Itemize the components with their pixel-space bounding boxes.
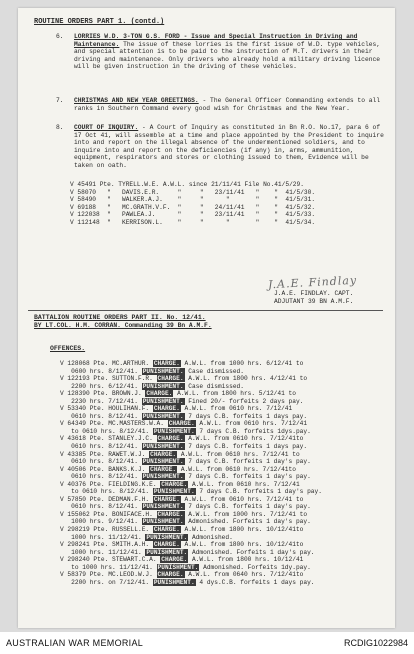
punishment-label: PUNISHMENT. [153,427,195,435]
charge-label: CHARGE. [168,420,195,428]
punishment-label: PUNISHMENT. [142,518,184,526]
charge-label: CHARGE. [150,450,177,458]
handwritten-signature: J.A.E. Findlay [267,273,358,292]
offence-line: V 53340 Pte. HOULIHAN.F. CHARGE. A.W.L. from 0610 hrs. 7/12/41 [60,405,293,413]
offence-line: 0610 hrs. 8/12/41. PUNISHMENT. 7 days C.B. forfeits 1 days pay. [60,443,308,451]
punishment-label: PUNISHMENT. [142,367,184,375]
punishment-label: PUNISHMENT. [142,473,184,481]
item-8-body: - A Court of Inquiry as constituted in Bn R.O. No.17, para 6 of 17 Oct 41, will assemble at a time and place appointed by the President to inquire into and report on the illegal absence of the undermentioned soldiers, and to inquire into and report on the deficiencies (if any) in, arms, ammunition, equipment, respirators and stores or clothing issued to them, Evidence will be taken on oath. [74,124,384,169]
offence-line: 0610 hrs. 8/12/41. PUNISHMENT. 7 days C.B. forfeits 1 day's pay. [60,503,311,511]
charge-label: CHARGE. [153,526,180,534]
punishment-label: PUNISHMENT. [153,488,195,496]
offence-line: V 43618 Pte. STANLEY.J.C. CHARGE. A.W.L. from 0610 hrs. 7/12/41to [60,435,304,443]
absentee-row: V 112148 " KERRISON.L. " " " " " 41/5/34. [70,218,316,226]
absentee-row: V 58490 " WALKER.A.J. " " " " " 41/5/31. [70,196,316,203]
punishment-label: PUNISHMENT. [142,443,184,451]
charge-label: CHARGE. [153,360,180,367]
offence-line: 0610 hrs. 8/12/41. PUNISHMENT. 7 days C.B. forfeits 1 day's pay. [60,458,311,466]
punishment-label: PUNISHMENT. [153,578,195,586]
bro-subtitle: BY LT.COL. H.M. CORRAN. Commanding 39 Bn A.M.F. [34,322,212,329]
offence-line: 1000 hrs. 11/12/41. PUNISHMENT. Admonished. [60,533,233,541]
signer-title: ADJUTANT 39 BN A.M.F. [274,297,354,305]
offences-heading: OFFENCES. [50,345,86,352]
offence-line: V 64349 Pte. MC.MASTERS.W.A. CHARGE. A.W.L. from 0610 hrs. 7/12/41 [60,420,308,428]
punishment-label: PUNISHMENT. [142,503,184,511]
charge-label: CHARGE. [153,541,180,549]
charge-label: CHARGE. [157,375,184,383]
item-8-heading: COURT OF INQUIRY. [74,124,139,131]
item-6-body: The issue of these lorries is the first issue of W.D. type vehicles, and special attention is to be paid to the instruction of M.T. drivers in their driving and maintenance. Only drivers who already hold a military driving licence will be given instruction in the driving of these vehicles. [74,40,381,71]
item-6-number: 6. [56,33,64,40]
section-divider [28,310,383,311]
charge-label: CHARGE. [146,390,173,398]
offence-line: V 43385 Pte. RAWET.W.J. CHARGE. A.W.L. from 0610 hrs. 7/12/41 to [60,450,300,458]
absentee-row: V 69188 " MC.GRATH.V.F. " " 24/11/41 " " 41/5/32. [70,203,316,211]
offence-line: to 1000 hrs. 11/12/41. PUNISHMENT. Admonished. Forfeits 1dy.pay. [60,563,311,571]
offence-line: 1000 hrs. 11/12/41. PUNISHMENT. Admonished. Forfeits 1 day's pay. [60,548,315,556]
offence-line: 2200 hrs. 6/12/41. PUNISHMENT. Case dismissed. [60,382,244,390]
offence-line: V 58379 Pte. MC.LEOD.W.J. CHARGE. A.W.L. from 0640 hrs. 7/12/41to [60,571,304,579]
page-title: ROUTINE ORDERS PART 1. (contd.) [34,18,165,26]
absentee-list [70,181,315,226]
offence-line: V 128068 Pte. MC.ARTHUR. CHARGE. A.W.L. from 1000 hrs. 6/12/41 to [60,360,304,367]
charge-label: CHARGE. [161,556,188,564]
item-8-number: 8. [56,124,64,131]
signer-name: J.A.E. FINDLAY. CAPT. [274,290,354,297]
offence-line: 2230 hrs. 7/12/41. PUNISHMENT. Fined 20/- forfeits 2 days pay. [60,397,304,405]
bro-title: BATTALION ROUTINE ORDERS PART II. No. 12/41. [34,314,206,321]
item-8 [74,124,390,170]
footer-institution: AUSTRALIAN WAR MEMORIAL [6,638,144,648]
item-7 [74,97,390,112]
punishment-label: PUNISHMENT. [142,382,184,390]
item-6 [74,33,390,71]
charge-label: CHARGE. [157,510,184,518]
offence-line: V 298219 Pte. RUSSELL.E. CHARGE. A.W.L. from 1800 hrs. 10/12/41to [60,526,304,534]
offence-line: 2200 hrs. on 7/12/41. PUNISHMENT. 4 dys.C.B. forfeits 1 days pay. [60,578,315,586]
archive-footer [0,632,414,654]
offence-line: V 40376 Pte. FIELDING.K.E. CHARGE. A.W.L. from 0610 hrs. 7/12/41 [60,480,300,488]
charge-label: CHARGE. [153,495,180,503]
charge-label: CHARGE. [157,435,184,443]
offence-line: V 298240 Pte. STEWART.C.A. CHARGE. A.W.L. from 1800 hrs. 10/12/41 [60,556,304,564]
item-7-heading: CHRISTMAS AND NEW YEAR GREETINGS. [74,97,199,104]
item-6-heading: LORRIES W.D. 3-TON G.S. FORD - Issue and Special Instruction in Driving and Maintenance. [74,33,358,48]
offence-line: V 128390 Pte. BROWN.J. CHARGE. A.W.L. from 1800 hrs. 5/12/41 to [60,390,296,398]
offence-line: 0600 hrs. 8/12/41. PUNISHMENT. Case dismissed. [60,367,244,375]
item-7-body: - The General Officer Commanding extends to all ranks in Southern Command every good wish for Christmas and the New Year. [74,97,381,112]
punishment-label: PUNISHMENT. [142,412,184,420]
charge-label: CHARGE. [153,405,180,413]
charge-label: CHARGE. [157,571,184,579]
absentee-row: V 45491 Pte. TYRELL.W.E. A.W.L. since 21/11/41 File No.41/5/29. [70,181,304,188]
punishment-label: PUNISHMENT. [142,397,184,405]
absentee-row: V 122038 " PAWLEA.J. " " 23/11/41 " " 41/5/33. [70,211,316,218]
charge-label: CHARGE. [150,465,177,473]
footer-record-id: RCDIG1022984 [343,638,408,648]
offence-line: V 57850 Pte. DEDMAN.F.H. CHARGE. A.W.L. from 0610 hrs. 7/12/41 to [60,495,304,503]
signature-block [274,290,353,305]
document-page [18,8,395,628]
offence-line: V 155062 Pte. BONIFACE.H. CHARGE. A.W.L. from 1000 hrs. 7/12/41 to [60,510,308,518]
charge-label: CHARGE. [161,480,188,488]
offence-line: V 298241 Pte. SMITH.A.H. CHARGE. A.W.L. from 1800 hrs. 10/12/41to [60,541,304,549]
offence-line: 0610 hrs. 8/12/41. PUNISHMENT. 7 days C.B. forfeits 1 days pay. [60,412,308,420]
offence-line: 0610 hrs. 8/12/41. PUNISHMENT. 7 days C.B. forfeits 1 day's pay. [60,473,311,481]
punishment-label: PUNISHMENT. [146,533,188,541]
offences-list [60,360,322,586]
offence-line: 1000 hrs. 9/12/41. PUNISHMENT. Admonished. Forfeits 1 day's pay. [60,518,311,526]
offence-line: to 0610 hrs. 8/12/41. PUNISHMENT. 7 days C.B. forfeits 1 day's pay. [60,488,322,496]
item-7-number: 7. [56,97,64,104]
offence-line: to 0610 hrs. 8/12/41. PUNISHMENT. 7 days C.B. forfeits 1dys.pay. [60,427,311,435]
punishment-label: PUNISHMENT. [146,548,188,556]
offence-line: V 40506 Pte. BANKS.K.J. CHARGE. A.W.L. from 0610 hrs. 7/12/41to [60,465,296,473]
offence-line: V 122193 Pte. SUTTON.F.R. CHARGE. A.W.L. from 1800 hrs. 4/12/41 to [60,375,308,383]
punishment-label: PUNISHMENT. [157,563,199,571]
punishment-label: PUNISHMENT. [142,458,184,466]
absentee-row: V 58070 " DAVIS.E.R. " " 23/11/41 " " 41/5/30. [70,188,316,196]
